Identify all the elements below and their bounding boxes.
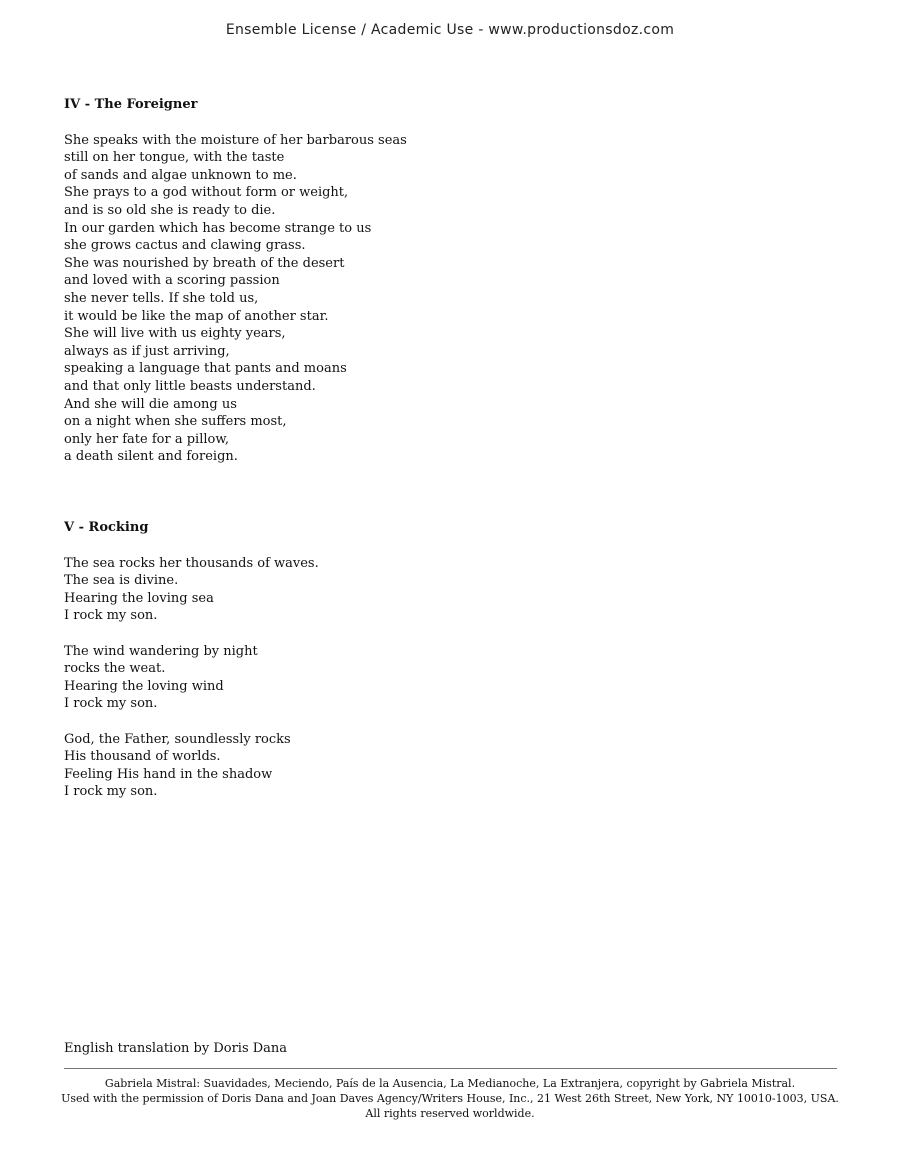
poem-line: on a night when she suffers most, [64,414,287,430]
poem-line: I rock my son. [64,608,158,624]
poem-line: God, the Father, soundlessly rocks [64,731,291,747]
poem-rocking [64,555,844,801]
poem-line: Hearing the loving sea [64,590,214,606]
section-title-rocking: V - Rocking [64,520,149,535]
poem-line: She will live with us eighty years, [64,326,286,342]
poem-line: The sea is divine. [64,573,179,589]
footer-divider [64,1068,837,1069]
section-foreigner [64,96,844,466]
poem-line: I rock my son. [64,696,158,712]
copyright-footer [0,1076,900,1121]
poem-line: The wind wandering by night [64,643,258,659]
stanza [64,555,844,625]
poem-line: of sands and algae unknown to me. [64,167,297,183]
poem-line: she grows cactus and clawing grass. [64,238,306,254]
poem-line: and is so old she is ready to die. [64,202,276,218]
poem-line: And she will die among us [64,396,237,412]
poem-line: She speaks with the moisture of her barbarous seas [64,132,407,148]
poem-line: She prays to a god without form or weight, [64,185,349,201]
poem-line: In our garden which has become strange to us [64,220,372,236]
poem-line: always as if just arriving, [64,343,230,359]
poem-line: The sea rocks her thousands of waves. [64,555,319,571]
poem-line: His thousand of worlds. [64,749,221,765]
poem-line: Feeling His hand in the shadow [64,766,273,782]
poem-foreigner [64,132,844,466]
section-title-foreigner: IV - The Foreigner [64,97,198,112]
section-rocking [64,519,844,819]
poem-line: rocks the weat. [64,661,166,677]
poem-line: She was nourished by breath of the desert [64,255,345,271]
stanza [64,643,844,713]
poem-line: Hearing the loving wind [64,678,224,694]
poem-line: it would be like the map of another star. [64,308,329,324]
poem-line: and loved with a scoring passion [64,273,280,289]
poem-line: I rock my son. [64,784,158,800]
copyright-line: Gabriela Mistral: Suavidades, Meciendo, País de la Ausencia, La Medianoche, La Extranjera, copyright by Gabriela Mistral. [104,1077,796,1090]
rights-line: All rights reserved worldwide. [365,1107,535,1120]
permission-line: Used with the permission of Doris Dana and Joan Daves Agency/Writers House, Inc., 21 West 26th Street, New York, NY 10010-1003, USA. [61,1092,839,1105]
translation-credit: English translation by Doris Dana [64,1041,288,1056]
stanza [64,731,844,801]
poem-line: speaking a language that pants and moans [64,361,347,377]
poem-line: only her fate for a pillow, [64,431,230,447]
poem-line: still on her tongue, with the taste [64,150,285,166]
poem-line: a death silent and foreign. [64,449,238,465]
page-header: Ensemble License / Academic Use - www.productionsdoz.com [225,22,675,38]
poem-line: and that only little beasts understand. [64,378,316,394]
poem-line: she never tells. If she told us, [64,290,259,306]
